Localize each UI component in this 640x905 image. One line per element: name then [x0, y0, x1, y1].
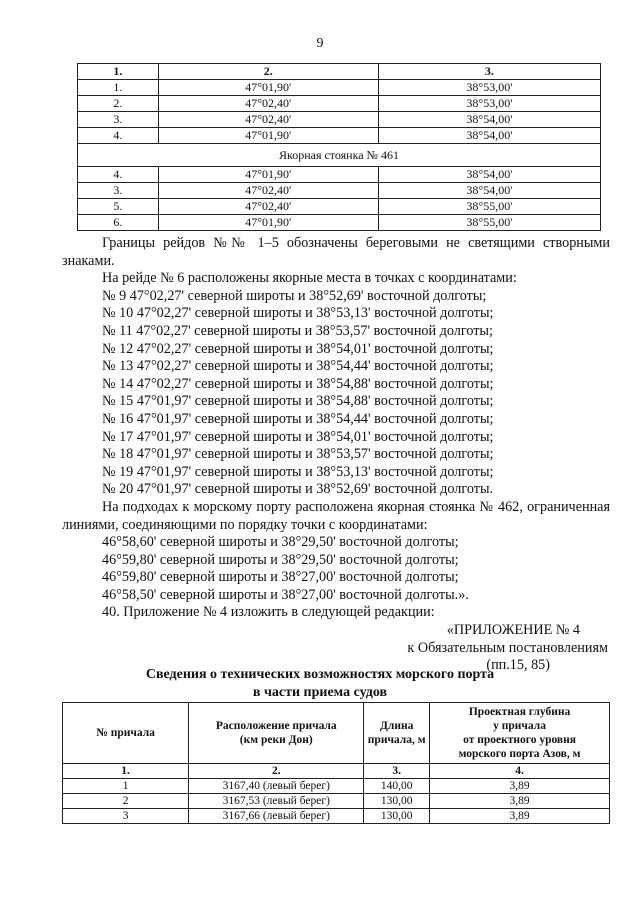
table-cell: 130,00: [364, 794, 430, 809]
table-cell: 3.: [78, 183, 159, 199]
anchor-line: № 15 47°01,97' северной широты и 38°54,88' восточной долготы;: [102, 393, 494, 410]
table-cell: 47°01,90': [158, 215, 378, 231]
table-cell: 47°01,90': [158, 167, 378, 183]
table-cell: 38°55,00': [378, 199, 600, 215]
header-text: Длина: [380, 720, 414, 732]
table-cell: 1.: [78, 80, 159, 96]
table-header-cell: № причала: [63, 703, 189, 764]
table-row: [78, 199, 601, 215]
table-cell: 2: [63, 794, 189, 809]
appendix-to: к Обязательным постановлениям: [407, 639, 608, 656]
table-header-cell: 4.: [430, 764, 610, 779]
anchor-line: № 14 47°02,27' северной широты и 38°54,88' восточной долготы;: [102, 375, 494, 392]
header-text: Расположение причала: [215, 720, 337, 732]
table-cell: 3.: [78, 112, 159, 128]
table-header-cell: 2.: [158, 64, 378, 80]
header-text: морского порта Азов, м: [458, 748, 581, 760]
anchor-line: № 19 47°01,97' северной широты и 38°53,13' восточной долготы;: [102, 463, 494, 480]
table-row: [78, 183, 601, 199]
table-number-row: [63, 764, 610, 779]
table-row: [63, 794, 610, 809]
table-cell: 38°54,00': [378, 112, 600, 128]
table-cell: 47°01,90': [158, 80, 378, 96]
page-number: 9: [316, 36, 324, 51]
header-text: причала, м: [367, 734, 426, 746]
coordinate-line: 46°59,80' северной широты и 38°27,00' восточной долготы;: [102, 569, 459, 586]
table-header-cell: [189, 703, 364, 764]
header-text: от проектного уровня: [463, 734, 576, 746]
appendix-ref: (пп.15, 85): [486, 657, 550, 674]
table-header-cell: 1.: [78, 64, 159, 80]
title-line: Сведения о технических возможностях морского порта: [145, 667, 495, 682]
table-header-cell: 1.: [63, 764, 189, 779]
appendix-label: «ПРИЛОЖЕНИЕ № 4: [446, 622, 580, 639]
table-cell: 38°54,00': [378, 128, 600, 144]
table-cell: 130,00: [364, 809, 430, 824]
anchor-line: № 16 47°01,97' северной широты и 38°54,44' восточной долготы;: [102, 410, 494, 427]
table-header-row: [78, 64, 601, 80]
paragraph-roads-boundaries: Границы рейдов №№ 1–5 обозначены береговыми не светящими створными знаками.: [62, 235, 610, 269]
table-cell: 3: [63, 809, 189, 824]
table-row: [78, 215, 601, 231]
header-text: у причала: [493, 720, 546, 732]
table-row: [78, 112, 601, 128]
table-cell: 47°02,40': [158, 96, 378, 112]
table-cell: 3,89: [430, 779, 610, 794]
coordinate-line: 46°58,60' северной широты и 38°29,50' восточной долготы;: [102, 534, 459, 551]
anchor-line: № 20 47°01,97' северной широты и 38°52,69' восточной долготы.: [102, 481, 494, 498]
coordinates-table: [77, 63, 601, 231]
coordinate-line: 46°58,50' северной широты и 38°27,00' восточной долготы.».: [102, 586, 469, 603]
table-row: [78, 96, 601, 112]
table-cell: 3,89: [430, 809, 610, 824]
table-cell: 140,00: [364, 779, 430, 794]
table-cell: 47°02,40': [158, 112, 378, 128]
table-cell: 6.: [78, 215, 159, 231]
table-cell: 38°53,00': [378, 96, 600, 112]
table-cell: 4.: [78, 167, 159, 183]
table-header-cell: 2.: [189, 764, 364, 779]
table-cell: 47°02,40': [158, 183, 378, 199]
anchor-line: № 10 47°02,27' северной широты и 38°53,13' восточной долготы;: [102, 305, 494, 322]
table-header-cell: [364, 703, 430, 764]
table-row: [63, 809, 610, 824]
anchor-line: № 9 47°02,27' северной широты и 38°52,69' восточной долготы;: [102, 287, 487, 304]
table-cell: 47°02,40': [158, 199, 378, 215]
table-header-cell: [430, 703, 610, 764]
table-cell: 47°01,90': [158, 128, 378, 144]
table-header-cell: 3.: [378, 64, 600, 80]
paragraph-road-6: На рейде № 6 расположены якорные места в точках с координатами:: [102, 270, 517, 287]
table-cell: 3167,40 (левый берег): [189, 779, 364, 794]
title-line: в части приема судов: [252, 685, 388, 700]
body-text: [62, 235, 610, 675]
paragraph-item-40: 40. Приложение № 4 изложить в следующей редакции:: [102, 604, 435, 621]
coordinate-line: 46°59,80' северной широты и 38°29,50' восточной долготы;: [102, 551, 459, 568]
section-heading: Якорная стоянка № 461: [78, 144, 601, 167]
table-cell: 4.: [78, 128, 159, 144]
anchor-line: № 11 47°02,27' северной широты и 38°53,57' восточной долготы;: [102, 322, 493, 339]
table-row: [63, 779, 610, 794]
table-cell: 5.: [78, 199, 159, 215]
anchor-line: № 17 47°01,97' северной широты и 38°54,01' восточной долготы;: [102, 428, 494, 445]
table-row: [78, 167, 601, 183]
table-cell: 3167,66 (левый берег): [189, 809, 364, 824]
berths-table: [62, 702, 610, 824]
table-cell: 3,89: [430, 794, 610, 809]
table-header-row: [63, 703, 610, 764]
table-row: [78, 128, 601, 144]
table-cell: 38°55,00': [378, 215, 600, 231]
section-title: [0, 666, 640, 702]
table-cell: 38°53,00': [378, 80, 600, 96]
header-text: (км реки Дон): [239, 734, 313, 746]
table-cell: 3167,53 (левый берег): [189, 794, 364, 809]
header-text: Проектная глубина: [468, 706, 571, 718]
table-row: [78, 80, 601, 96]
anchor-line: № 13 47°02,27' северной широты и 38°54,44' восточной долготы;: [102, 358, 494, 375]
anchor-line: № 12 47°02,27' северной широты и 38°54,01' восточной долготы;: [102, 340, 494, 357]
table-header-cell: 3.: [364, 764, 430, 779]
table-cell: 38°54,00': [378, 167, 600, 183]
table-cell: 38°54,00': [378, 183, 600, 199]
table-section-row: [78, 144, 601, 167]
anchor-line: № 18 47°01,97' северной широты и 38°53,57' восточной долготы;: [102, 446, 494, 463]
table-cell: 2.: [78, 96, 159, 112]
paragraph-anchorage-462: На подходах к морскому порту расположена якорная стоянка № 462, ограниченная линиями, соединяющими по порядку точки с координатами:: [62, 498, 610, 533]
table-cell: 1: [63, 779, 189, 794]
